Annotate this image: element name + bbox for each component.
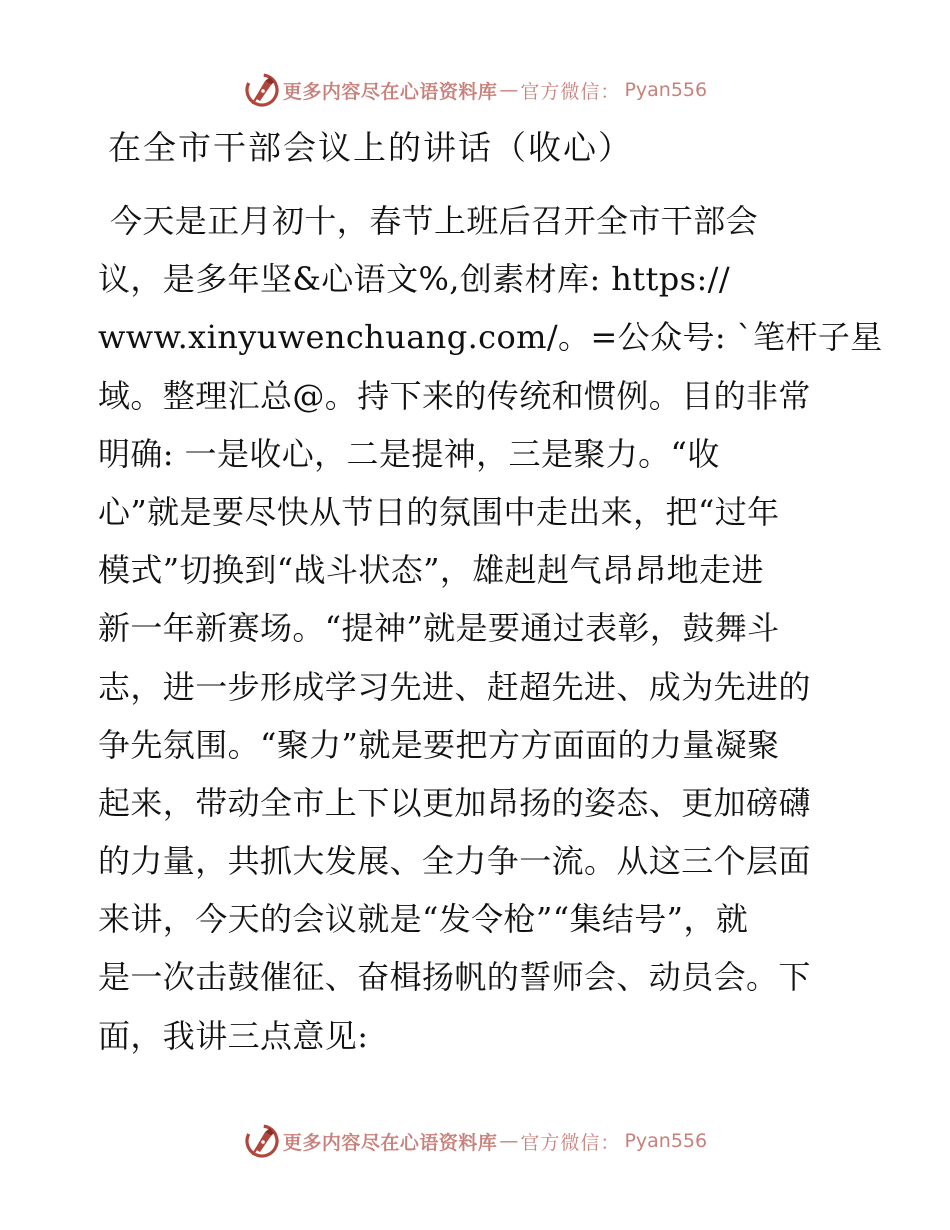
banner-slogan: 更多内容尽在心语资料库	[282, 1131, 498, 1154]
document-body	[98, 192, 883, 1065]
body-line: 来讲，今天的会议就是“发令枪”“集结号”，就	[98, 900, 749, 939]
banner-slogan: 更多内容尽在心语资料库	[282, 80, 498, 103]
body-line: 面，我讲三点意见:	[98, 1016, 369, 1055]
banner-wechat-id: Pyan556	[624, 79, 708, 101]
body-line: 是一次击鼓催征、奋楫扬帆的誓师会、动员会。下	[98, 958, 811, 997]
banner-separator: —	[499, 1130, 519, 1152]
document-title: 在全市干部会议上的讲话（收心）	[108, 128, 633, 167]
body-line: 域。整理汇总@。持下来的传统和惯例。目的非常	[98, 376, 811, 415]
body-line: 模式”切换到“战斗状态”，雄赳赳气昂昂地走进	[98, 551, 764, 590]
body-line: 争先氛围。“聚力”就是要把方方面面的力量凝聚	[98, 725, 780, 764]
pen-nib-logo-icon	[243, 71, 281, 109]
banner-wechat-label: 官方微信：	[520, 1131, 621, 1154]
body-line: 心”就是要尽快从节日的氛围中走出来，把“过年	[98, 492, 780, 531]
body-line: 今天是正月初十，春节上班后召开全市干部会	[110, 202, 759, 240]
body-line: 起来，带动全市上下以更加昂扬的姿态、更加磅礴	[98, 783, 811, 822]
pen-nib-logo-icon	[243, 1122, 281, 1160]
banner-separator: —	[499, 79, 519, 101]
body-line: www.xinyuwenchuang.com/。=公众号: `笔杆子星	[98, 318, 883, 357]
banner-wechat-label: 官方微信：	[520, 80, 621, 103]
body-line: 议，是多年坚&心语文%,创素材库: https://	[98, 260, 730, 299]
header-banner	[0, 70, 950, 110]
footer-banner	[0, 1121, 950, 1161]
body-line: 新一年新赛场。“提神”就是要通过表彰，鼓舞斗	[98, 609, 780, 648]
banner-wechat-id: Pyan556	[624, 1130, 708, 1152]
body-line: 明确: 一是收心，二是提神，三是聚力。“收	[98, 434, 720, 473]
body-line: 志，进一步形成学习先进、赶超先进、成为先进的	[98, 667, 811, 706]
body-line: 的力量，共抓大发展、全力争一流。从这三个层面	[98, 842, 811, 881]
